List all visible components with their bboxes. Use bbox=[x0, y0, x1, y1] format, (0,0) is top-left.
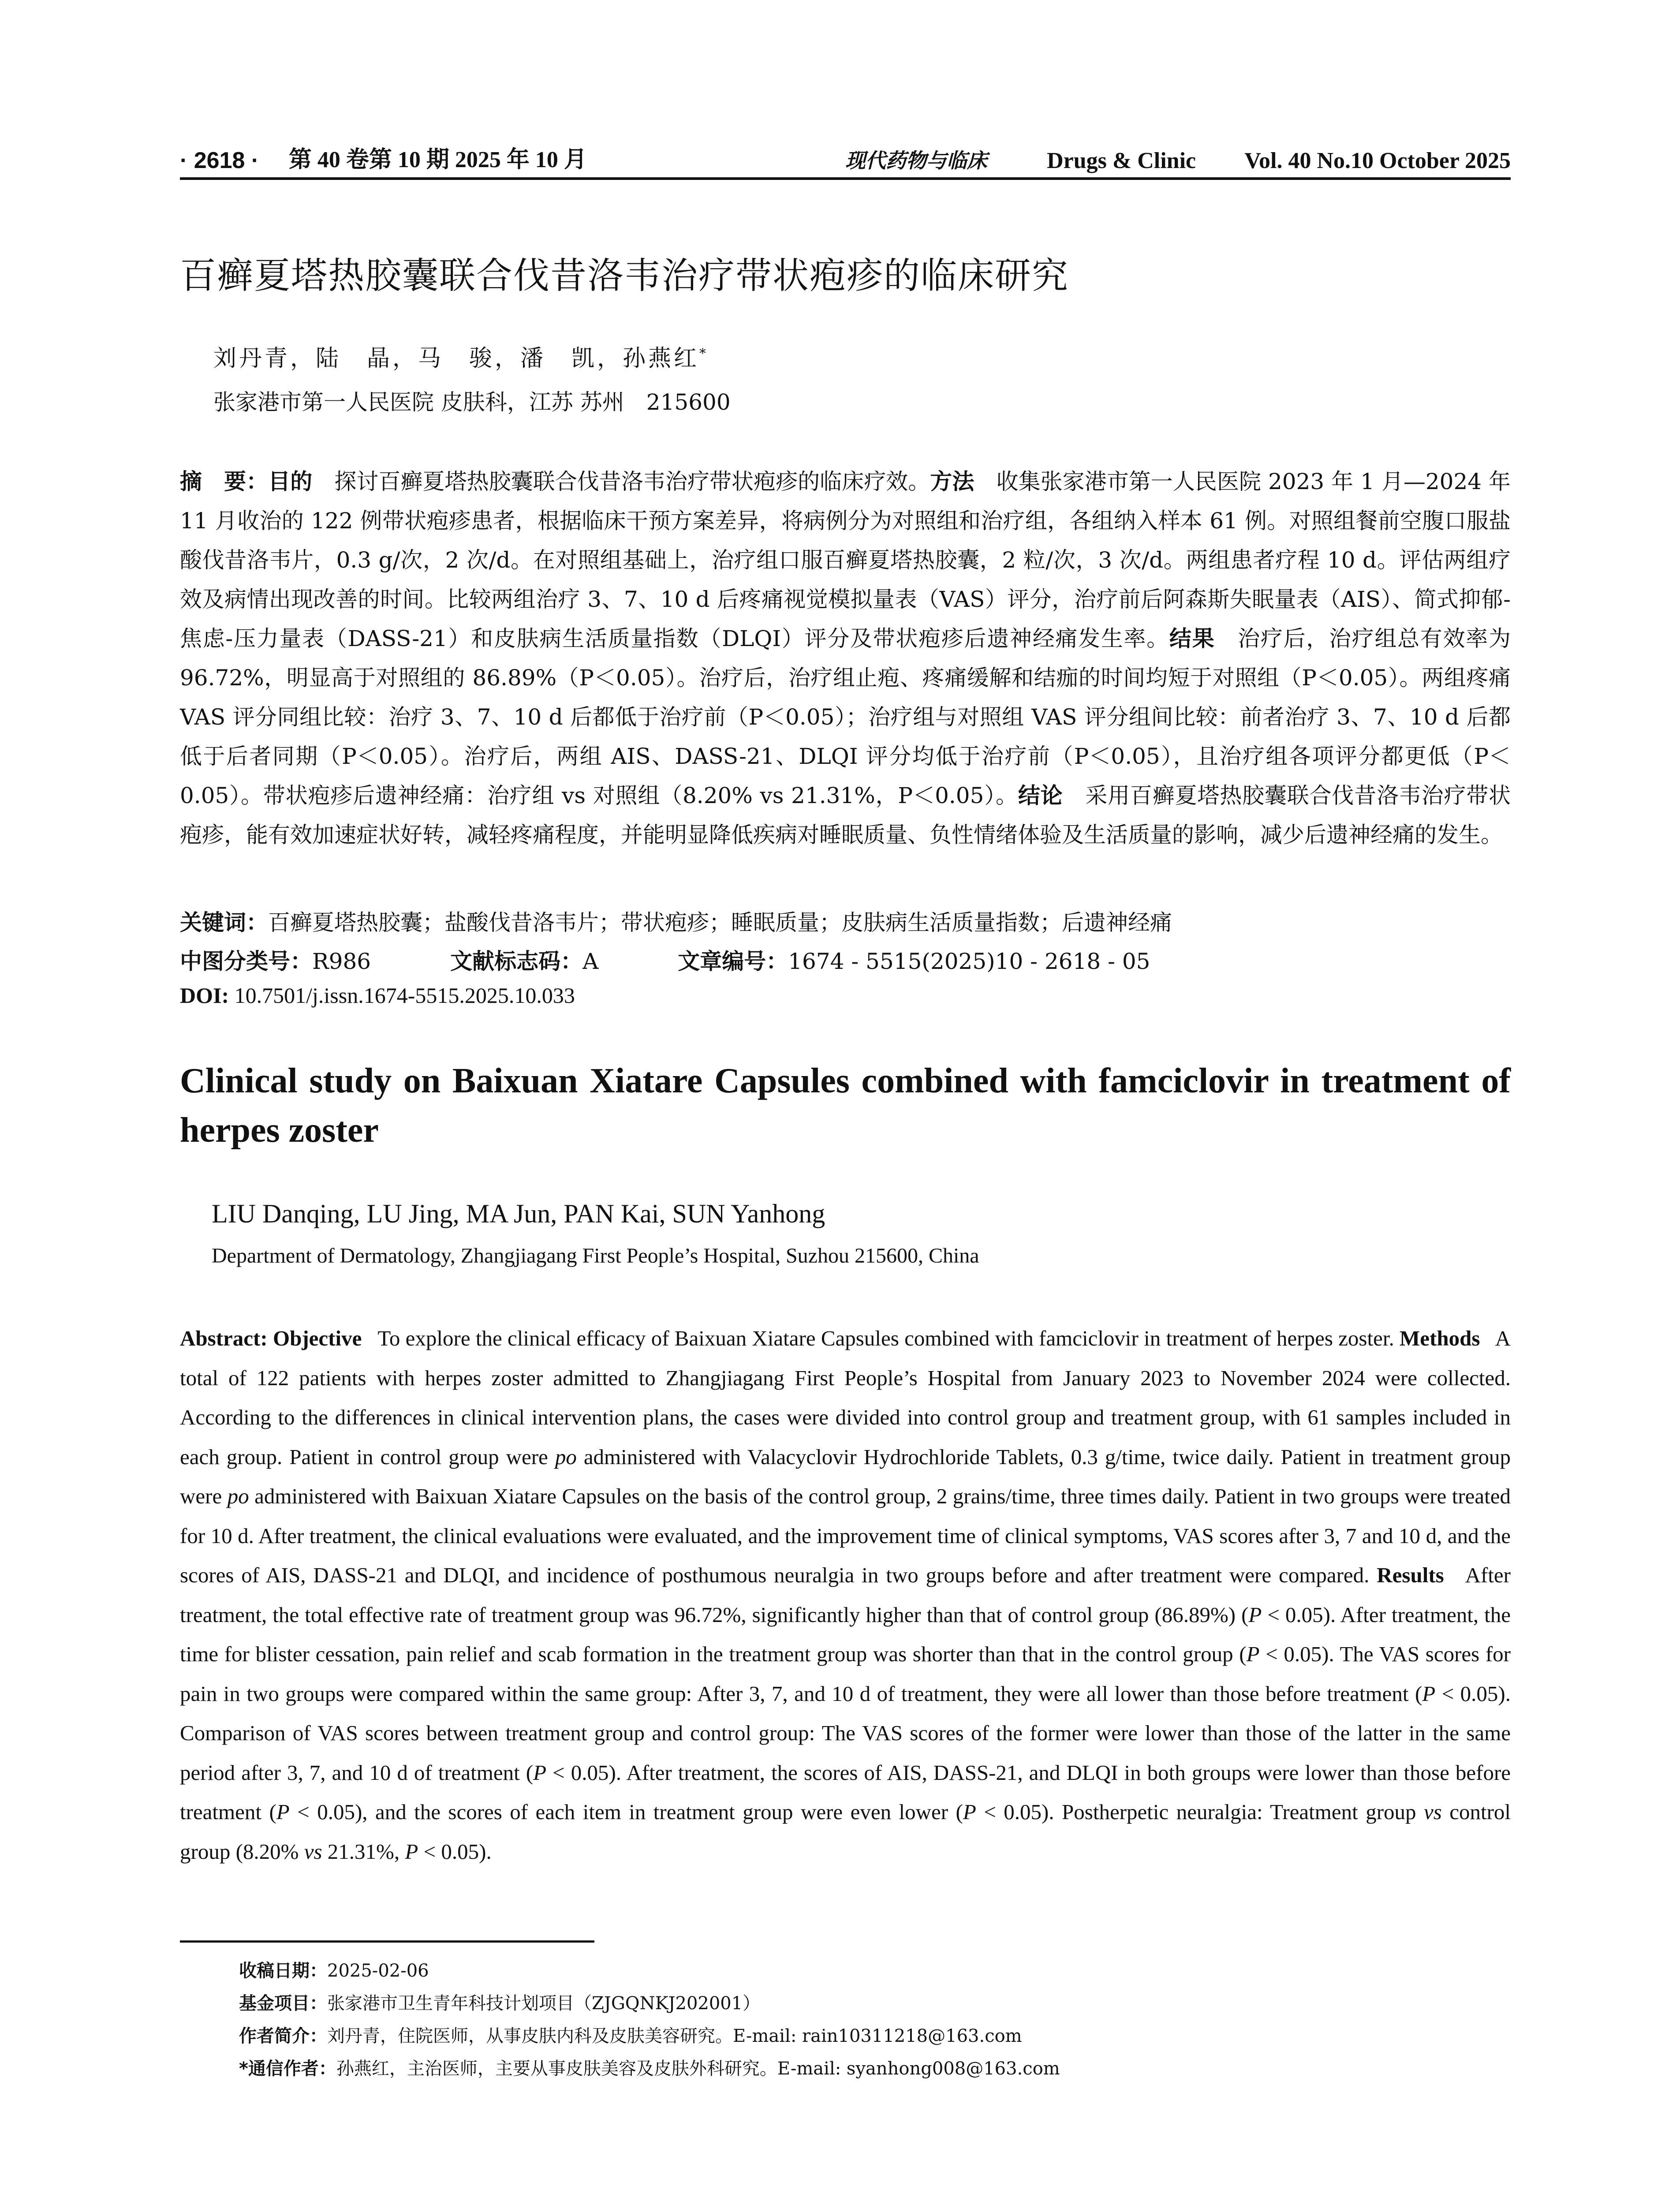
results-label-en: Results bbox=[1377, 1563, 1444, 1587]
footnotes bbox=[239, 1955, 1060, 2085]
keywords-text: 百癣夏塔热胶囊；盐酸伐昔洛韦片；带状疱疹；睡眠质量；皮肤病生活质量指数；后遗神经痛 bbox=[268, 910, 1172, 935]
results-text-en: < 0.05). bbox=[418, 1839, 492, 1864]
footnote-text: 2025-02-06 bbox=[327, 1961, 429, 1981]
doc-code-label: 文献标志码： bbox=[450, 949, 583, 974]
volume-info: Vol. 40 No.10 October 2025 bbox=[1244, 148, 1511, 173]
clc-field bbox=[180, 944, 371, 975]
p-symbol: P bbox=[533, 1760, 547, 1785]
objective-label-en: Objective bbox=[273, 1326, 362, 1350]
results-text-en: After treatment, the total effective rate of treatment group was 96.72%, significantly higher than that of control group (86.89%) ( bbox=[180, 1563, 1511, 1627]
results-text-cn: 治疗后，治疗组总有效率为 96.72%，明显高于对照组的 86.89%（P＜0.05）。治疗后，治疗组止疱、疼痛缓解和结痂的时间均短于对照组（P＜0.05）。两组疼痛 VAS 评分同组比较：治疗 3、7、10 d 后都低于治疗前（P＜0.05）；治疗组与对照组 VAS 评分组间比较：前者治疗 3、7、10 d 后都低于后者同期（P＜0.05）。治疗后，两组 AIS、DASS-21、DLQI 评分均低于治疗前（P＜0.05），且治疗组各项评分都更低（P＜0.05）。带状疱疹后遗神经痛：治疗组 vs 对照组（8.20% vs 21.31%，P＜0.05）。 bbox=[180, 626, 1511, 808]
affiliation-en: Department of Dermatology, Zhangjiagang First People’s Hospital, Suzhou 215600, China bbox=[212, 1244, 979, 1267]
doi-label: DOI: bbox=[180, 983, 229, 1008]
results-text-en: After treatment, the time for blister cessation, pain relief and scab formation in the treatment group was shorter than that in the control group ( bbox=[180, 1602, 1511, 1666]
clc-label: 中图分类号： bbox=[180, 949, 312, 974]
po-term: po bbox=[227, 1484, 249, 1508]
p-symbol: P bbox=[1246, 1642, 1260, 1666]
footnote-author-bio bbox=[239, 2020, 1060, 2052]
classification-row bbox=[180, 944, 1230, 975]
methods-label-en: Methods bbox=[1400, 1326, 1480, 1350]
doi-link[interactable]: 10.7501/j.issn.1674-5515.2025.10.033 bbox=[234, 983, 575, 1008]
p-value: < 0.05). bbox=[1435, 1681, 1511, 1706]
conclusion-text-cn: 采用百癣夏塔热胶囊联合伐昔洛韦治疗带状疱疹，能有效加速症状好转，减轻疼痛程度，并能明显降低疾病对睡眠质量、负性情绪体验及生活质量的影响，减少后遗神经痛的发生。 bbox=[180, 783, 1511, 848]
author-list-cn: 刘丹青，陆 晶，马 骏，潘 凯，孙燕红 bbox=[213, 345, 700, 372]
abstract-label-cn: 摘 要： bbox=[180, 469, 269, 494]
p-value: < 0.05). bbox=[976, 1800, 1062, 1824]
footnote-label: *通信作者： bbox=[239, 2059, 336, 2079]
journal-name-en: Drugs & Clinic bbox=[1047, 148, 1196, 173]
p-symbol: P bbox=[1248, 1602, 1262, 1627]
footnote-label: 作者简介： bbox=[239, 2026, 327, 2046]
p-symbol: P bbox=[276, 1800, 290, 1824]
page-number: · 2618 · bbox=[180, 148, 259, 173]
affiliation-cn: 张家港市第一人民医院 皮肤科，江苏 苏州 215600 bbox=[213, 389, 731, 415]
results-text-en: < 0.05), and the scores of each item in treatment group were even lower ( bbox=[289, 1800, 963, 1824]
article-title-cn: 百癣夏塔热胶囊联合伐昔洛韦治疗带状疱疹的临床研究 bbox=[180, 255, 1069, 297]
results-text-en: After treatment, the scores of AIS, DASS-21, and DLQI in both groups were lower than those before treatment ( bbox=[180, 1760, 1511, 1824]
authors-en: LIU Danqing, LU Jing, MA Jun, PAN Kai, SUN Yanhong bbox=[212, 1199, 825, 1228]
footnote-label: 基金项目： bbox=[239, 1993, 327, 2014]
footnote-text: 孙燕红，主治医师，主要从事皮肤美容及皮肤外科研究。E-mail: syanhong008@163.com bbox=[336, 2059, 1060, 2079]
abstract-en bbox=[180, 1319, 1511, 1871]
article-title-en: Clinical study on Baixuan Xiatare Capsules combined with famciclovir in treatment of herpes zoster bbox=[180, 1061, 1511, 1150]
p-symbol: P bbox=[963, 1800, 976, 1824]
po-term: po bbox=[555, 1444, 577, 1469]
p-value: < 0.05). bbox=[1262, 1602, 1340, 1627]
objective-text-cn: 探讨百癣夏塔热胶囊联合伐昔洛韦治疗带状疱疹的临床疗效。 bbox=[334, 469, 930, 494]
footnote-corresponding-author bbox=[239, 2052, 1060, 2085]
running-header bbox=[180, 140, 1511, 174]
vs-term: vs bbox=[304, 1839, 322, 1864]
abstract-cn bbox=[180, 462, 1511, 855]
objective-text-en: To explore the clinical efficacy of Baixuan Xiatare Capsules combined with famciclovir in treatment of herpes zoster. bbox=[377, 1326, 1394, 1350]
clc-value: R986 bbox=[312, 949, 371, 974]
p-symbol: P bbox=[405, 1839, 418, 1864]
authors-cn bbox=[213, 340, 709, 373]
keywords-label: 关键词： bbox=[180, 910, 268, 935]
results-text-en: Comparison of VAS scores between treatment group and control group: The VAS scores of the former were lower than those of the latter in the same period after 3, 7, and 10 d of treatment ( bbox=[180, 1721, 1511, 1785]
doc-code-value: A bbox=[582, 949, 599, 974]
methods-text-en: administered with Baixuan Xiatare Capsules on the basis of the control group, 2 grains/time, three times daily. Patient in two groups were treated for 10 d. After treatment, the clinical evaluations were evaluated, and the improvement time of clinical symptoms, VAS scores after 3, 7 and 10 d, and the scores of AIS, DASS-21 and DLQI, and incidence of posthumous neuralgia in two groups before and after treatment were compared. bbox=[180, 1484, 1511, 1587]
results-text-en: Postherpetic neuralgia: Treatment group bbox=[1062, 1800, 1424, 1824]
conclusion-label-cn: 结论 bbox=[1018, 783, 1063, 808]
corresponding-mark: * bbox=[699, 346, 709, 362]
methods-text-cn: 收集张家港市第一人民医院 2023 年 1 月—2024 年 11 月收治的 122 例带状疱疹患者，根据临床干预方案差异，将病例分为对照组和治疗组，各组纳入样本 61 例。对照组餐前空腹口服盐酸伐昔洛韦片，0.3 g/次，2 次/d。在对照组基础上，治疗组口服百癣夏塔热胶囊，2 粒/次，3 次/d。两组患者疗程 10 d。评估两组疗效及病情出现改善的时间。比较两组治疗 3、7、10 d 后疼痛视觉模拟量表（VAS）评分，治疗前后阿森斯失眠量表（AIS）、简式抑郁-焦虑-压力量表（DASS-21）和皮肤病生活质量指数（DLQI）评分及带状疱疹后遗神经痛发生率。 bbox=[180, 469, 1511, 651]
p-symbol: P bbox=[1422, 1681, 1436, 1706]
footnote-label: 收稿日期： bbox=[239, 1961, 327, 1981]
results-text-en: control group (8.20% bbox=[180, 1800, 1511, 1864]
article-no-label: 文章编号： bbox=[678, 949, 788, 974]
objective-label-cn: 目的 bbox=[268, 469, 313, 494]
keywords-cn bbox=[180, 905, 1172, 937]
doi-row bbox=[180, 983, 575, 1008]
results-text-en: 21.31%, bbox=[322, 1839, 405, 1864]
p-value: < 0.05). bbox=[546, 1760, 627, 1785]
abstract-label-en: Abstract: bbox=[180, 1326, 268, 1350]
vs-term: vs bbox=[1423, 1800, 1442, 1824]
methods-text-en: administered with Valacyclovir Hydrochloride Tablets, 0.3 g/time, twice daily. Patient in treatment group were bbox=[180, 1444, 1511, 1508]
methods-label-cn: 方法 bbox=[930, 469, 974, 494]
methods-text-en: A total of 122 patients with herpes zoster admitted to Zhangjiagang First People’s Hospital from January 2023 to November 2024 were collected. According to the differences in clinical intervention plans, the cases were divided into control group and treatment group, with 61 samples included in each group. Patient in control group were bbox=[180, 1326, 1511, 1469]
article-no-value: 1674 - 5515(2025)10 - 2618 - 05 bbox=[788, 949, 1150, 974]
doc-code-field bbox=[450, 944, 598, 975]
footnote-received bbox=[239, 1955, 1060, 1987]
results-label-cn: 结果 bbox=[1169, 626, 1215, 651]
footnote-divider bbox=[180, 1940, 594, 1943]
header-divider bbox=[180, 177, 1511, 180]
journal-name-cn: 现代药物与临床 bbox=[845, 149, 987, 172]
article-no-field bbox=[678, 944, 1150, 975]
p-value: < 0.05). bbox=[1259, 1642, 1340, 1666]
issue-info: 第 40 卷第 10 期 2025 年 10 月 bbox=[288, 147, 587, 172]
footnote-text: 刘丹青，住院医师，从事皮肤内科及皮肤美容研究。E-mail: rain10311218@163.com bbox=[327, 2026, 1022, 2046]
footnote-text: 张家港市卫生青年科技计划项目（ZJGQNKJ202001） bbox=[327, 1993, 761, 2014]
results-text-en: The VAS scores for pain in two groups were compared within the same group: After 3, 7, and 10 d of treatment, they were all lower than those before treatment ( bbox=[180, 1642, 1511, 1706]
footnote-funding bbox=[239, 1987, 1060, 2020]
